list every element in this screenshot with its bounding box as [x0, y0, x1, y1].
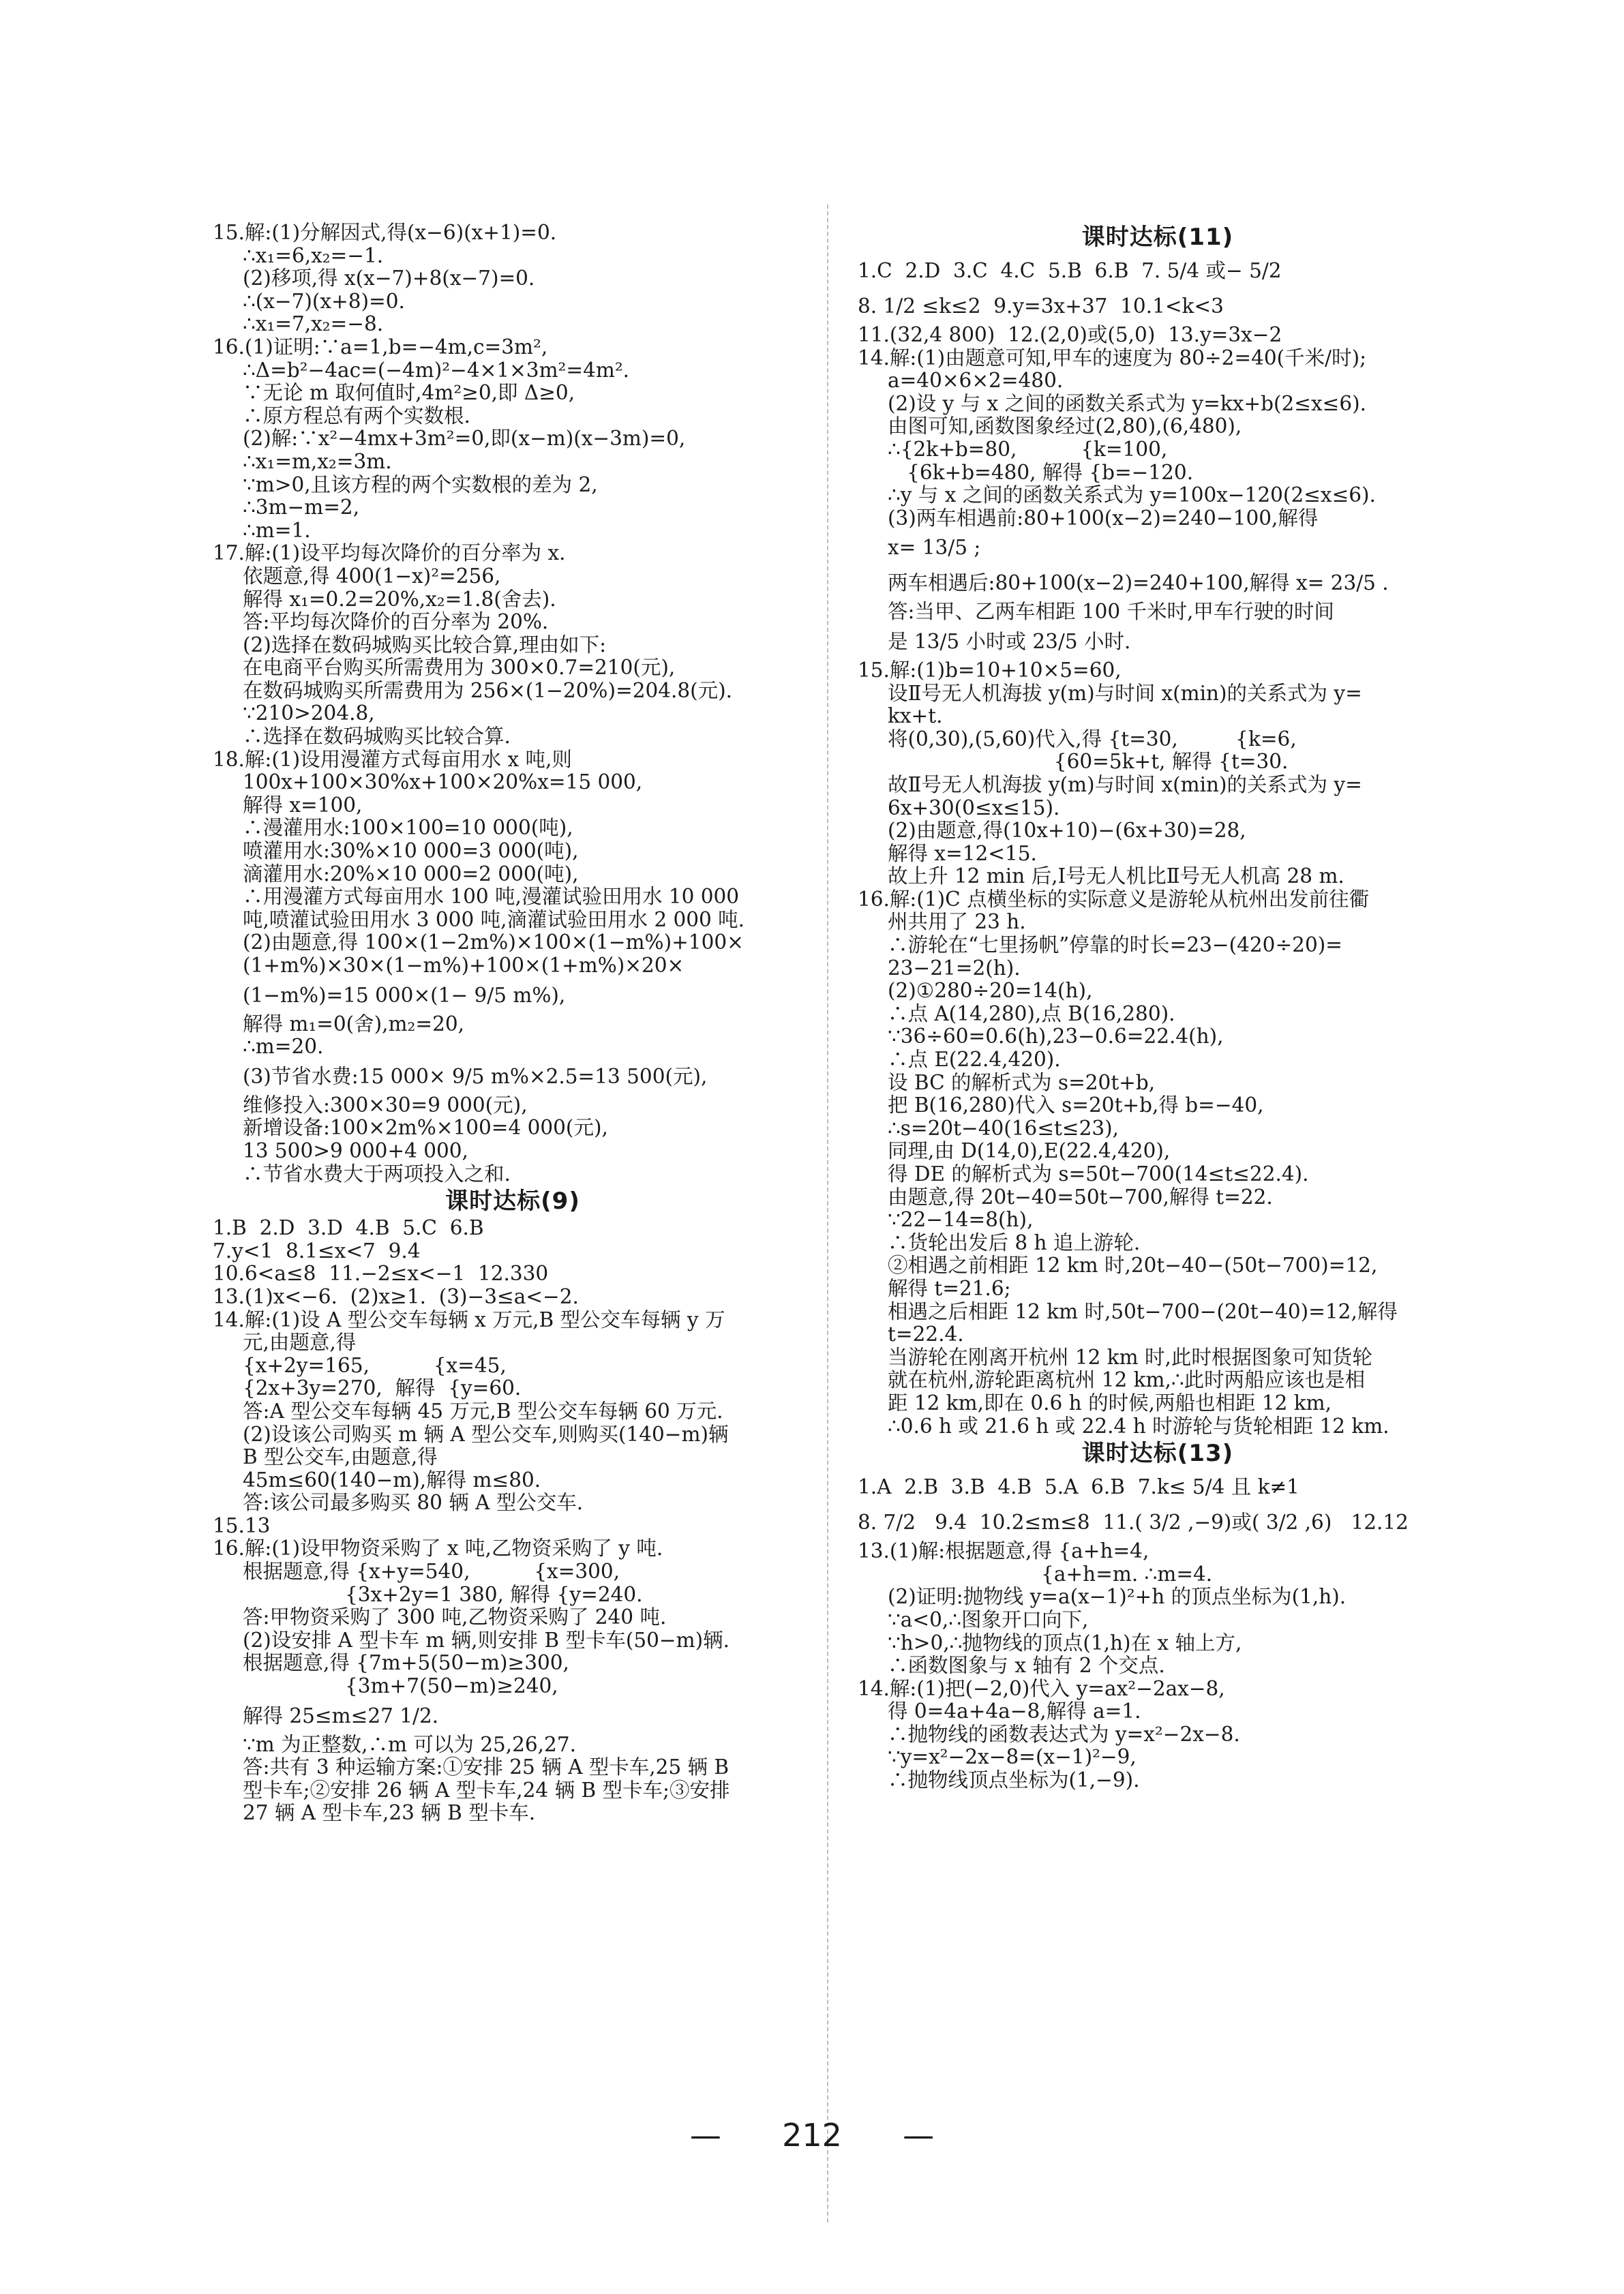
text-line: ∴0.6 h 或 21.6 h 或 22.4 h 时游轮与货轮相距 12 km.: [888, 1415, 1389, 1438]
text-line: ②相遇之前相距 12 km 时,20t−40−(50t−700)=12,: [888, 1254, 1378, 1278]
right-column: [858, 222, 1458, 1792]
text-line: ∴漫灌用水:100×100=10 000(吨),: [243, 817, 573, 840]
page-dash-left: —: [689, 2117, 721, 2154]
text-line: 滴灌用水:20%×10 000=2 000(吨),: [243, 862, 579, 886]
text-line: 解得 m₁=0(舍),m₂=20,: [243, 1012, 464, 1036]
page-dash-right: —: [903, 2117, 935, 2154]
text-line: 答:平均每次降价的百分率为 20%.: [243, 611, 549, 634]
section-heading: 课时达标(11): [1081, 224, 1234, 251]
text-line: 16.解:(1)设甲物资采购了 x 吨,乙物资采购了 y 吨.: [213, 1537, 663, 1560]
text-line: 维修投入:300×30=9 000(元),: [243, 1093, 528, 1117]
text-line: ∴用漫灌方式每亩用水 100 吨,漫灌试验田用水 10 000: [243, 886, 740, 909]
text-line: ∵m 为正整数,∴m 可以为 25,26,27.: [243, 1733, 576, 1756]
text-line: ∴m=1.: [243, 519, 311, 542]
text-line: {2x+3y=270, 解得 {y=60.: [243, 1377, 522, 1400]
text-line: (2)设 y 与 x 之间的函数关系式为 y=kx+b(2≤x≤6).: [888, 392, 1366, 415]
text-line: t=22.4.: [888, 1323, 964, 1346]
text-line: 1.B 2.D 3.D 4.B 5.C 6.B: [213, 1217, 484, 1240]
text-line: (2)设该公司购买 m 辆 A 型公交车,则购买(140−m)辆: [243, 1423, 729, 1446]
text-line: kx+t.: [888, 705, 943, 728]
text-line: ∴点 E(22.4,420).: [888, 1048, 1061, 1072]
text-line: 吨,喷灌试验田用水 3 000 吨,滴灌试验田用水 2 000 吨.: [243, 908, 745, 931]
text-line: ∵210>204.8,: [243, 702, 375, 725]
text-line: 8. 1/2 ≤k≤2 9.y=3x+37 10.1<k<3: [858, 295, 1224, 318]
text-line: 新增设备:100×2m%×100=4 000(元),: [243, 1117, 608, 1140]
text-line: 7.y<1 8.1≤x<7 9.4: [213, 1239, 421, 1263]
text-line: {3x+2y=1 380, 解得 {y=240.: [243, 1583, 643, 1606]
text-line: 把 B(16,280)代入 s=20t+b,得 b=−40,: [888, 1094, 1264, 1117]
text-line: 14.解:(1)设 A 型公交车每辆 x 万元,B 型公交车每辆 y 万: [213, 1308, 725, 1331]
text-line: 距 12 km,即在 0.6 h 的时候,两船也相距 12 km,: [888, 1391, 1332, 1415]
text-line: 23−21=2(h).: [888, 956, 1021, 980]
text-line: ∵无论 m 取何值时,4m²≥0,即 Δ≥0,: [243, 382, 575, 405]
text-line: 故Ⅱ号无人机海拔 y(m)与时间 x(min)的关系式为 y=: [888, 773, 1362, 796]
text-line: 16.解:(1)C 点横坐标的实际意义是游轮从杭州出发前往衢: [858, 888, 1370, 911]
text-line: {6k+b=480, 解得 {b=−120.: [888, 461, 1194, 484]
text-line: 解得 t=21.6;: [888, 1277, 1011, 1300]
text-line: 1.C 2.D 3.C 4.C 5.B 6.B 7. 5/4 或− 5/2: [858, 259, 1282, 282]
text-line: (2)证明:抛物线 y=a(x−1)²+h 的顶点坐标为(1,h).: [888, 1586, 1347, 1609]
text-line: 18.解:(1)设用漫灌方式每亩用水 x 吨,则: [213, 748, 572, 771]
text-line: ∴节省水费大于两项投入之和.: [243, 1162, 511, 1186]
text-line: 14.解:(1)由题意可知,甲车的速度为 80÷2=40(千米/时);: [858, 346, 1367, 369]
text-line: 喷灌用水:30%×10 000=3 000(吨),: [243, 840, 579, 863]
text-line: 设Ⅱ号无人机海拔 y(m)与时间 x(min)的关系式为 y=: [888, 682, 1362, 705]
text-line: (3)节省水费:15 000× 9/5 m%×2.5=13 500(元),: [243, 1064, 708, 1088]
page-number-footer: [0, 2117, 1624, 2154]
text-line: (1+m%)×30×(1−m%)+100×(1+m%)×20×: [243, 954, 685, 977]
text-line: 是 13/5 小时或 23/5 小时.: [888, 629, 1131, 653]
text-line: 当游轮在刚离开杭州 12 km 时,此时根据图象可知货轮: [888, 1346, 1372, 1369]
text-line: (2)①280÷20=14(h),: [888, 980, 1093, 1003]
text-line: 同理,由 D(14,0),E(22.4,420),: [888, 1140, 1171, 1163]
text-line: 1.A 2.B 3.B 4.B 5.A 6.B 7.k≤ 5/4 且 k≠1: [858, 1475, 1299, 1499]
text-line: 根据题意,得 {x+y=540, {x=300,: [243, 1560, 620, 1584]
text-line: 13 500>9 000+4 000,: [243, 1139, 468, 1162]
text-line: 答:A 型公交车每辆 45 万元,B 型公交车每辆 60 万元.: [243, 1400, 723, 1423]
text-line: (2)移项,得 x(x−7)+8(x−7)=0.: [243, 267, 535, 290]
page-number: 212: [782, 2117, 842, 2154]
text-line: 设 BC 的解析式为 s=20t+b,: [888, 1071, 1156, 1094]
text-line: ∵36÷60=0.6(h),23−0.6=22.4(h),: [888, 1025, 1224, 1048]
text-line: ∴m=20.: [243, 1036, 324, 1059]
text-line: 故上升 12 min 后,Ⅰ号无人机比Ⅱ号无人机高 28 m.: [888, 865, 1344, 888]
text-line: (2)由题意,得 100×(1−2m%)×100×(1−m%)+100×: [243, 931, 744, 954]
text-line: ∵y=x²−2x−8=(x−1)²−9,: [888, 1746, 1137, 1769]
text-line: {3m+7(50−m)≥240,: [243, 1675, 558, 1698]
text-line: ∴(x−7)(x+8)=0.: [243, 290, 405, 313]
text-line: ∴y 与 x 之间的函数关系式为 y=100x−120(2≤x≤6).: [888, 484, 1376, 507]
text-line: 答:当甲、乙两车相距 100 千米时,甲车行驶的时间: [888, 601, 1334, 624]
text-line: ∴x₁=7,x₂=−8.: [243, 313, 384, 336]
text-line: 解得 x₁=0.2=20%,x₂=1.8(舍去).: [243, 588, 556, 611]
text-line: ∴{2k+b=80, {k=100,: [888, 438, 1168, 461]
text-line: ∵h>0,∴抛物线的顶点(1,h)在 x 轴上方,: [888, 1631, 1242, 1655]
text-line: 解得 x=100,: [243, 794, 363, 817]
text-line: ∴x₁=m,x₂=3m.: [243, 450, 392, 473]
text-line: ∴抛物线的函数表达式为 y=x²−2x−8.: [888, 1723, 1240, 1746]
text-line: 就在杭州,游轮距离杭州 12 km,∴此时两船应该也是相: [888, 1369, 1366, 1392]
text-line: 15.解:(1)分解因式,得(x−6)(x+1)=0.: [213, 222, 557, 244]
text-line: 100x+100×30%x+100×20%x=15 000,: [243, 771, 643, 794]
text-line: 由图可知,函数图象经过(2,80),(6,480),: [888, 415, 1242, 438]
text-line: (3)两车相遇前:80+100(x−2)=240−100,解得: [888, 507, 1319, 530]
text-line: 由题意,得 20t−40=50t−700,解得 t=22.: [888, 1186, 1273, 1209]
text-line: 8. 7/2 9.4 10.2≤m≤8 11.( 3/2 ,−9)或( 3/2 ,6) 12.12: [858, 1511, 1409, 1535]
text-line: a=40×6×2=480.: [888, 369, 1064, 393]
text-line: 在数码城购买所需费用为 256×(1−20%)=204.8(元).: [243, 679, 733, 702]
left-column: [213, 222, 813, 1825]
text-line: {x+2y=165, {x=45,: [243, 1354, 507, 1377]
text-line: ∴抛物线顶点坐标为(1,−9).: [888, 1769, 1140, 1792]
text-line: 45m≤60(140−m),解得 m≤80.: [243, 1468, 541, 1492]
column-divider: [827, 205, 828, 2222]
text-line: ∴3m−m=2,: [243, 496, 360, 519]
text-line: 将(0,30),(5,60)代入,得 {t=30, {k=6,: [888, 727, 1297, 751]
text-line: {a+h=m. ∴m=4.: [888, 1563, 1213, 1586]
text-line: ∴函数图象与 x 轴有 2 个交点.: [888, 1655, 1165, 1678]
text-line: 答:该公司最多购买 80 辆 A 型公交车.: [243, 1492, 584, 1515]
text-line: B 型公交车,由题意,得: [243, 1446, 438, 1469]
text-line: (2)解:∵x²−4mx+3m²=0,即(x−m)(x−3m)=0,: [243, 427, 686, 451]
text-line: 15.13: [213, 1514, 271, 1537]
text-line: 两车相遇后:80+100(x−2)=240+100,解得 x= 23/5 .: [888, 571, 1389, 595]
text-line: 17.解:(1)设平均每次降价的百分率为 x.: [213, 542, 566, 565]
text-line: 得 DE 的解析式为 s=50t−700(14≤t≤22.4).: [888, 1163, 1309, 1186]
text-line: ∴原方程总有两个实数根.: [243, 404, 470, 427]
text-line: 16.(1)证明:∵a=1,b=−4m,c=3m²,: [213, 335, 548, 359]
text-line: ∴游轮在“七里扬帆”停靠的时长=23−(420÷20)=: [888, 934, 1342, 957]
text-line: ∴货轮出发后 8 h 追上游轮.: [888, 1231, 1141, 1254]
text-line: 11.(32,4 800) 12.(2,0)或(5,0) 13.y=3x−2: [858, 324, 1282, 346]
text-line: (2)选择在数码城购买比较合算,理由如下:: [243, 633, 607, 656]
text-line: (2)设安排 A 型卡车 m 辆,则安排 B 型卡车(50−m)辆.: [243, 1629, 730, 1652]
text-line: 答:共有 3 种运输方案:①安排 25 辆 A 型卡车,25 辆 B: [243, 1756, 730, 1779]
text-line: 13.(1)解:根据题意,得 {a+h=4,: [858, 1540, 1149, 1563]
text-line: 在电商平台购买所需费用为 300×0.7=210(元),: [243, 656, 676, 680]
text-line: {60=5k+t, 解得 {t=30.: [888, 751, 1289, 774]
text-line: 答:甲物资采购了 300 吨,乙物资采购了 240 吨.: [243, 1606, 667, 1629]
text-line: 型卡车;②安排 26 辆 A 型卡车,24 辆 B 型卡车;③安排: [243, 1779, 730, 1802]
text-line: 得 0=4a+4a−8,解得 a=1.: [888, 1700, 1141, 1723]
text-line: ∵m>0,且该方程的两个实数根的差为 2,: [243, 473, 598, 496]
text-line: 州共用了 23 h.: [888, 911, 1026, 934]
text-line: 15.解:(1)b=10+10×5=60,: [858, 659, 1122, 682]
text-line: ∴x₁=6,x₂=−1.: [243, 244, 384, 267]
text-line: 依题意,得 400(1−x)²=256,: [243, 564, 501, 588]
text-line: ∵22−14=8(h),: [888, 1209, 1034, 1232]
text-line: 6x+30(0≤x≤15).: [888, 796, 1060, 819]
text-line: 14.解:(1)把(−2,0)代入 y=ax²−2ax−8,: [858, 1677, 1225, 1700]
text-line: ∴点 A(14,280),点 B(16,280).: [888, 1002, 1175, 1025]
text-line: 元,由题意,得: [243, 1331, 357, 1355]
text-line: (1−m%)=15 000×(1− 9/5 m%),: [243, 983, 566, 1007]
text-line: 相遇之后相距 12 km 时,50t−700−(20t−40)=12,解得: [888, 1300, 1398, 1323]
text-line: ∴Δ=b²−4ac=(−4m)²−4×1×3m²=4m².: [243, 359, 630, 382]
text-line: 根据题意,得 {7m+5(50−m)≥300,: [243, 1652, 569, 1675]
text-line: x= 13/5 ;: [888, 536, 981, 560]
text-line: 13.(1)x<−6. (2)x≥1. (3)−3≤a<−2.: [213, 1285, 579, 1308]
section-heading: 课时达标(13): [1081, 1440, 1234, 1468]
text-line: (2)由题意,得(10x+10)−(6x+30)=28,: [888, 819, 1246, 843]
text-line: 解得 x=12<15.: [888, 842, 1037, 865]
section-heading: 课时达标(9): [445, 1188, 580, 1216]
text-line: 27 辆 A 型卡车,23 辆 B 型卡车.: [243, 1802, 536, 1825]
text-line: 10.6<a≤8 11.−2≤x<−1 12.330: [213, 1263, 549, 1286]
text-line: 解得 25≤m≤27 1/2.: [243, 1704, 439, 1727]
text-line: ∴s=20t−40(16≤t≤23),: [888, 1117, 1119, 1140]
text-line: ∴选择在数码城购买比较合算.: [243, 725, 511, 749]
text-line: ∵a<0,∴图象开口向下,: [888, 1608, 1089, 1631]
